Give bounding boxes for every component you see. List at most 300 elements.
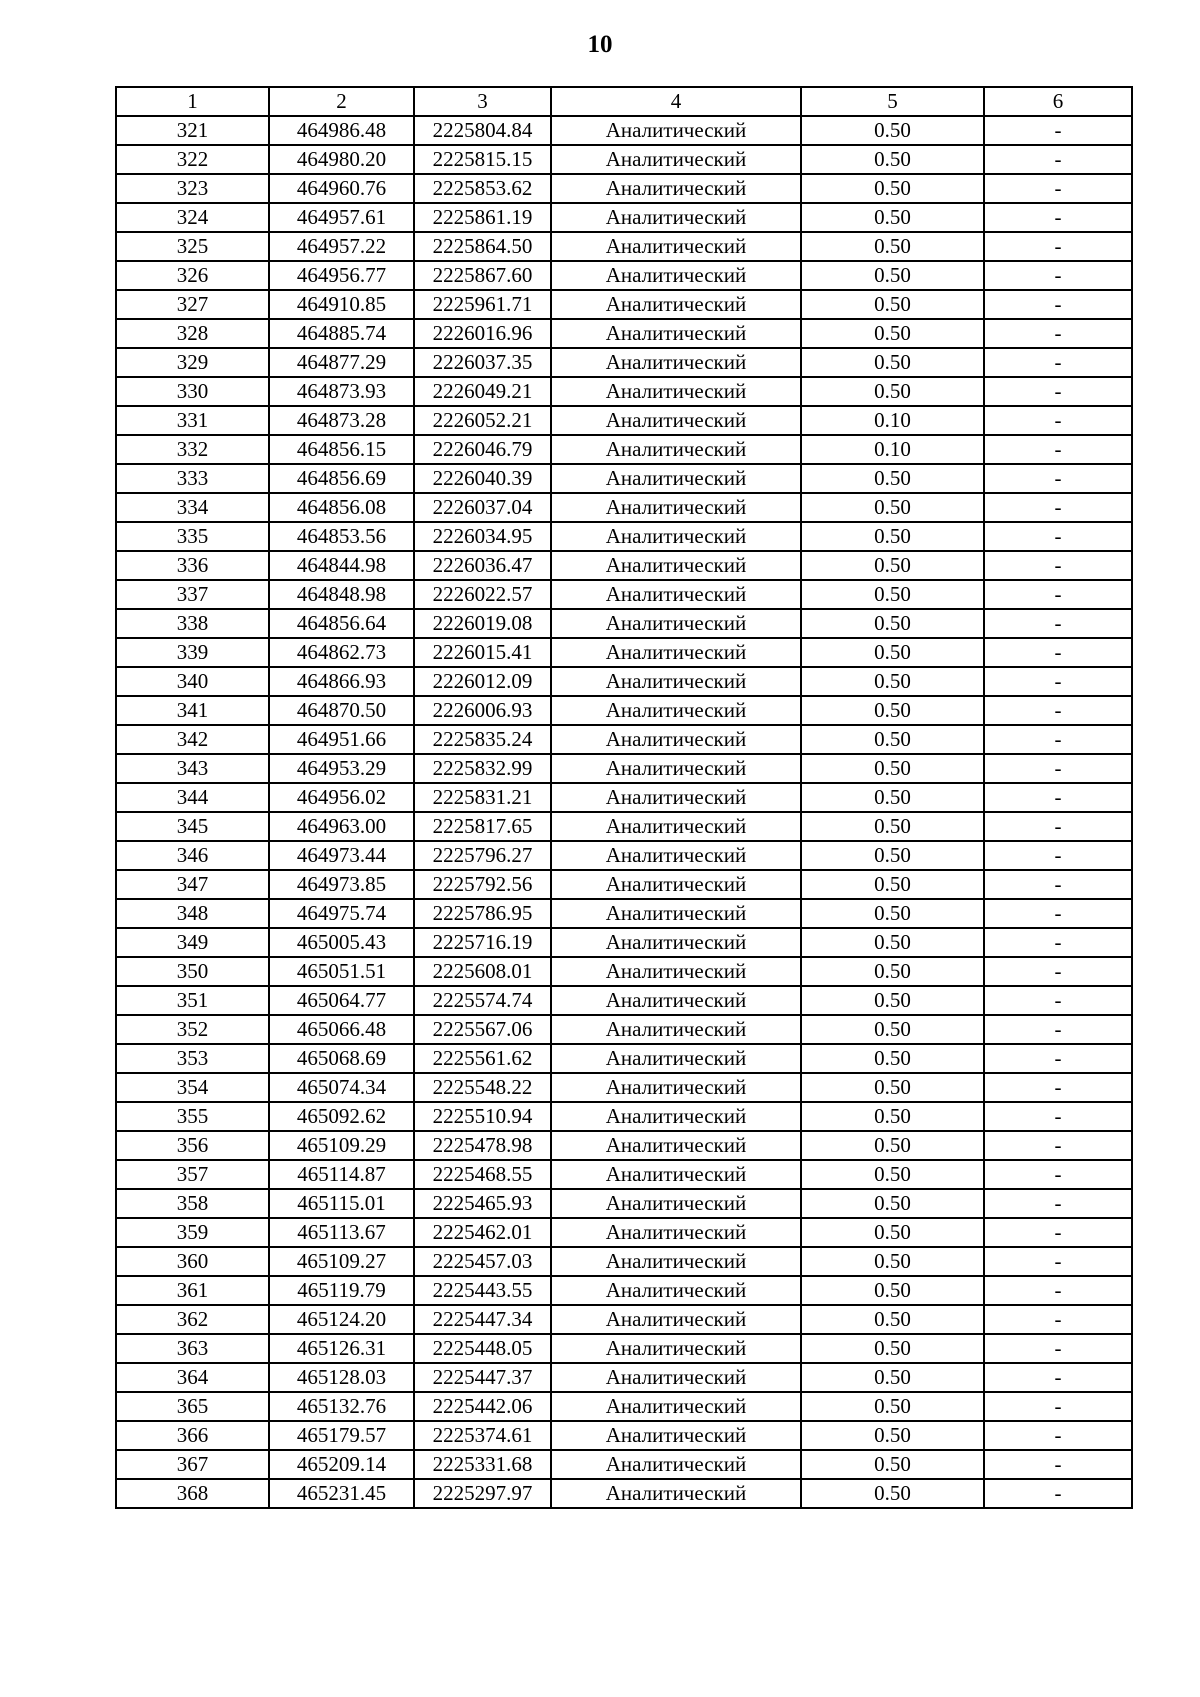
- table-row: [116, 870, 1132, 899]
- x-coordinate-cell: 464856.08: [269, 493, 414, 522]
- accuracy-cell: 0.50: [801, 870, 984, 899]
- note-cell: -: [984, 812, 1132, 841]
- x-coordinate-cell: 465066.48: [269, 1015, 414, 1044]
- note-cell: -: [984, 435, 1132, 464]
- point-number-cell: 343: [116, 754, 269, 783]
- x-coordinate-cell: 464963.00: [269, 812, 414, 841]
- point-number-cell: 329: [116, 348, 269, 377]
- method-cell: Аналитический: [551, 1131, 801, 1160]
- note-cell: -: [984, 580, 1132, 609]
- y-coordinate-cell: 2225457.03: [414, 1247, 551, 1276]
- point-number-cell: 351: [116, 986, 269, 1015]
- point-number-cell: 361: [116, 1276, 269, 1305]
- x-coordinate-cell: 465113.67: [269, 1218, 414, 1247]
- table-row: [116, 435, 1132, 464]
- x-coordinate-cell: 464956.02: [269, 783, 414, 812]
- y-coordinate-cell: 2225608.01: [414, 957, 551, 986]
- y-coordinate-cell: 2226015.41: [414, 638, 551, 667]
- point-number-cell: 363: [116, 1334, 269, 1363]
- note-cell: -: [984, 1392, 1132, 1421]
- point-number-cell: 330: [116, 377, 269, 406]
- point-number-cell: 344: [116, 783, 269, 812]
- x-coordinate-cell: 464980.20: [269, 145, 414, 174]
- table-row: [116, 406, 1132, 435]
- method-cell: Аналитический: [551, 812, 801, 841]
- table-row: [116, 609, 1132, 638]
- note-cell: -: [984, 377, 1132, 406]
- method-cell: Аналитический: [551, 116, 801, 145]
- method-cell: Аналитический: [551, 986, 801, 1015]
- x-coordinate-cell: 465005.43: [269, 928, 414, 957]
- accuracy-cell: 0.50: [801, 986, 984, 1015]
- point-number-cell: 338: [116, 609, 269, 638]
- note-cell: -: [984, 1479, 1132, 1508]
- table-row: [116, 812, 1132, 841]
- table-row: [116, 957, 1132, 986]
- note-cell: -: [984, 1044, 1132, 1073]
- accuracy-cell: 0.50: [801, 609, 984, 638]
- method-cell: Аналитический: [551, 493, 801, 522]
- point-number-cell: 325: [116, 232, 269, 261]
- table-row: [116, 580, 1132, 609]
- note-cell: -: [984, 406, 1132, 435]
- y-coordinate-cell: 2225853.62: [414, 174, 551, 203]
- x-coordinate-cell: 464844.98: [269, 551, 414, 580]
- y-coordinate-cell: 2225861.19: [414, 203, 551, 232]
- x-coordinate-cell: 465128.03: [269, 1363, 414, 1392]
- method-cell: Аналитический: [551, 1450, 801, 1479]
- accuracy-cell: 0.50: [801, 1160, 984, 1189]
- note-cell: -: [984, 609, 1132, 638]
- table-row: [116, 754, 1132, 783]
- y-coordinate-cell: 2226036.47: [414, 551, 551, 580]
- y-coordinate-cell: 2226006.93: [414, 696, 551, 725]
- point-number-cell: 323: [116, 174, 269, 203]
- note-cell: -: [984, 638, 1132, 667]
- x-coordinate-cell: 465064.77: [269, 986, 414, 1015]
- point-number-cell: 349: [116, 928, 269, 957]
- method-cell: Аналитический: [551, 870, 801, 899]
- x-coordinate-cell: 465092.62: [269, 1102, 414, 1131]
- y-coordinate-cell: 2226034.95: [414, 522, 551, 551]
- note-cell: -: [984, 1131, 1132, 1160]
- accuracy-cell: 0.50: [801, 1131, 984, 1160]
- point-number-cell: 359: [116, 1218, 269, 1247]
- table-row: [116, 319, 1132, 348]
- x-coordinate-cell: 464856.15: [269, 435, 414, 464]
- accuracy-cell: 0.50: [801, 1276, 984, 1305]
- y-coordinate-cell: 2226040.39: [414, 464, 551, 493]
- x-coordinate-cell: 465074.34: [269, 1073, 414, 1102]
- point-number-cell: 331: [116, 406, 269, 435]
- table-row: [116, 1044, 1132, 1073]
- x-coordinate-cell: 464853.56: [269, 522, 414, 551]
- column-header: 6: [984, 87, 1132, 116]
- table-row: [116, 899, 1132, 928]
- accuracy-cell: 0.50: [801, 348, 984, 377]
- note-cell: -: [984, 348, 1132, 377]
- table-row: [116, 1015, 1132, 1044]
- accuracy-cell: 0.10: [801, 435, 984, 464]
- note-cell: -: [984, 986, 1132, 1015]
- point-number-cell: 358: [116, 1189, 269, 1218]
- table-row: [116, 493, 1132, 522]
- accuracy-cell: 0.10: [801, 406, 984, 435]
- y-coordinate-cell: 2225716.19: [414, 928, 551, 957]
- table-row: [116, 1305, 1132, 1334]
- note-cell: -: [984, 1305, 1132, 1334]
- x-coordinate-cell: 464910.85: [269, 290, 414, 319]
- note-cell: -: [984, 1247, 1132, 1276]
- y-coordinate-cell: 2225448.05: [414, 1334, 551, 1363]
- x-coordinate-cell: 464956.77: [269, 261, 414, 290]
- point-number-cell: 341: [116, 696, 269, 725]
- method-cell: Аналитический: [551, 1363, 801, 1392]
- table-row: [116, 783, 1132, 812]
- note-cell: -: [984, 290, 1132, 319]
- x-coordinate-cell: 464986.48: [269, 116, 414, 145]
- method-cell: Аналитический: [551, 1247, 801, 1276]
- y-coordinate-cell: 2225465.93: [414, 1189, 551, 1218]
- note-cell: -: [984, 174, 1132, 203]
- method-cell: Аналитический: [551, 377, 801, 406]
- y-coordinate-cell: 2226022.57: [414, 580, 551, 609]
- x-coordinate-cell: 464953.29: [269, 754, 414, 783]
- point-number-cell: 352: [116, 1015, 269, 1044]
- accuracy-cell: 0.50: [801, 522, 984, 551]
- point-number-cell: 339: [116, 638, 269, 667]
- note-cell: -: [984, 232, 1132, 261]
- y-coordinate-cell: 2226037.04: [414, 493, 551, 522]
- column-header: 2: [269, 87, 414, 116]
- point-number-cell: 367: [116, 1450, 269, 1479]
- x-coordinate-cell: 465114.87: [269, 1160, 414, 1189]
- x-coordinate-cell: 464870.50: [269, 696, 414, 725]
- accuracy-cell: 0.50: [801, 1189, 984, 1218]
- point-number-cell: 362: [116, 1305, 269, 1334]
- header-row: [116, 87, 1132, 116]
- method-cell: Аналитический: [551, 348, 801, 377]
- column-header: 4: [551, 87, 801, 116]
- point-number-cell: 340: [116, 667, 269, 696]
- y-coordinate-cell: 2225792.56: [414, 870, 551, 899]
- accuracy-cell: 0.50: [801, 754, 984, 783]
- method-cell: Аналитический: [551, 1102, 801, 1131]
- accuracy-cell: 0.50: [801, 928, 984, 957]
- y-coordinate-cell: 2225447.37: [414, 1363, 551, 1392]
- method-cell: Аналитический: [551, 1276, 801, 1305]
- note-cell: -: [984, 1015, 1132, 1044]
- y-coordinate-cell: 2226046.79: [414, 435, 551, 464]
- x-coordinate-cell: 464866.93: [269, 667, 414, 696]
- note-cell: -: [984, 1334, 1132, 1363]
- accuracy-cell: 0.50: [801, 232, 984, 261]
- y-coordinate-cell: 2225786.95: [414, 899, 551, 928]
- y-coordinate-cell: 2225331.68: [414, 1450, 551, 1479]
- note-cell: -: [984, 1160, 1132, 1189]
- method-cell: Аналитический: [551, 783, 801, 812]
- accuracy-cell: 0.50: [801, 1334, 984, 1363]
- x-coordinate-cell: 465115.01: [269, 1189, 414, 1218]
- accuracy-cell: 0.50: [801, 203, 984, 232]
- accuracy-cell: 0.50: [801, 551, 984, 580]
- column-header: 5: [801, 87, 984, 116]
- y-coordinate-cell: 2225510.94: [414, 1102, 551, 1131]
- accuracy-cell: 0.50: [801, 377, 984, 406]
- accuracy-cell: 0.50: [801, 1015, 984, 1044]
- accuracy-cell: 0.50: [801, 145, 984, 174]
- y-coordinate-cell: 2226019.08: [414, 609, 551, 638]
- note-cell: -: [984, 551, 1132, 580]
- y-coordinate-cell: 2225574.74: [414, 986, 551, 1015]
- table-row: [116, 377, 1132, 406]
- note-cell: -: [984, 754, 1132, 783]
- x-coordinate-cell: 464885.74: [269, 319, 414, 348]
- note-cell: -: [984, 870, 1132, 899]
- note-cell: -: [984, 725, 1132, 754]
- column-header: 3: [414, 87, 551, 116]
- method-cell: Аналитический: [551, 1334, 801, 1363]
- point-number-cell: 366: [116, 1421, 269, 1450]
- note-cell: -: [984, 696, 1132, 725]
- method-cell: Аналитический: [551, 522, 801, 551]
- note-cell: -: [984, 1073, 1132, 1102]
- point-number-cell: 333: [116, 464, 269, 493]
- point-number-cell: 360: [116, 1247, 269, 1276]
- point-number-cell: 324: [116, 203, 269, 232]
- note-cell: -: [984, 667, 1132, 696]
- note-cell: -: [984, 145, 1132, 174]
- table-row: [116, 145, 1132, 174]
- method-cell: Аналитический: [551, 609, 801, 638]
- point-number-cell: 334: [116, 493, 269, 522]
- x-coordinate-cell: 464973.44: [269, 841, 414, 870]
- x-coordinate-cell: 464957.61: [269, 203, 414, 232]
- method-cell: Аналитический: [551, 696, 801, 725]
- table-row: [116, 348, 1132, 377]
- method-cell: Аналитический: [551, 1421, 801, 1450]
- x-coordinate-cell: 465179.57: [269, 1421, 414, 1450]
- accuracy-cell: 0.50: [801, 638, 984, 667]
- table-row: [116, 1421, 1132, 1450]
- method-cell: Аналитический: [551, 580, 801, 609]
- note-cell: -: [984, 783, 1132, 812]
- method-cell: Аналитический: [551, 957, 801, 986]
- x-coordinate-cell: 464856.69: [269, 464, 414, 493]
- point-number-cell: 335: [116, 522, 269, 551]
- y-coordinate-cell: 2225817.65: [414, 812, 551, 841]
- table-row: [116, 174, 1132, 203]
- table-row: [116, 1131, 1132, 1160]
- table-row: [116, 696, 1132, 725]
- accuracy-cell: 0.50: [801, 899, 984, 928]
- method-cell: Аналитический: [551, 551, 801, 580]
- note-cell: -: [984, 1189, 1132, 1218]
- accuracy-cell: 0.50: [801, 957, 984, 986]
- x-coordinate-cell: 464856.64: [269, 609, 414, 638]
- accuracy-cell: 0.50: [801, 1363, 984, 1392]
- point-number-cell: 353: [116, 1044, 269, 1073]
- accuracy-cell: 0.50: [801, 841, 984, 870]
- method-cell: Аналитический: [551, 1044, 801, 1073]
- accuracy-cell: 0.50: [801, 261, 984, 290]
- method-cell: Аналитический: [551, 1189, 801, 1218]
- note-cell: -: [984, 319, 1132, 348]
- note-cell: -: [984, 957, 1132, 986]
- x-coordinate-cell: 464957.22: [269, 232, 414, 261]
- accuracy-cell: 0.50: [801, 464, 984, 493]
- method-cell: Аналитический: [551, 899, 801, 928]
- method-cell: Аналитический: [551, 1479, 801, 1508]
- y-coordinate-cell: 2225468.55: [414, 1160, 551, 1189]
- x-coordinate-cell: 464973.85: [269, 870, 414, 899]
- accuracy-cell: 0.50: [801, 1247, 984, 1276]
- point-number-cell: 328: [116, 319, 269, 348]
- note-cell: -: [984, 203, 1132, 232]
- note-cell: -: [984, 261, 1132, 290]
- x-coordinate-cell: 464862.73: [269, 638, 414, 667]
- accuracy-cell: 0.50: [801, 812, 984, 841]
- method-cell: Аналитический: [551, 203, 801, 232]
- accuracy-cell: 0.50: [801, 493, 984, 522]
- table-row: [116, 464, 1132, 493]
- point-number-cell: 345: [116, 812, 269, 841]
- x-coordinate-cell: 465124.20: [269, 1305, 414, 1334]
- table-row: [116, 1276, 1132, 1305]
- note-cell: -: [984, 928, 1132, 957]
- table-row: [116, 1160, 1132, 1189]
- accuracy-cell: 0.50: [801, 319, 984, 348]
- point-number-cell: 327: [116, 290, 269, 319]
- y-coordinate-cell: 2226016.96: [414, 319, 551, 348]
- accuracy-cell: 0.50: [801, 1102, 984, 1131]
- accuracy-cell: 0.50: [801, 1421, 984, 1450]
- y-coordinate-cell: 2226049.21: [414, 377, 551, 406]
- method-cell: Аналитический: [551, 1160, 801, 1189]
- method-cell: Аналитический: [551, 754, 801, 783]
- x-coordinate-cell: 464960.76: [269, 174, 414, 203]
- method-cell: Аналитический: [551, 725, 801, 754]
- x-coordinate-cell: 464975.74: [269, 899, 414, 928]
- x-coordinate-cell: 464848.98: [269, 580, 414, 609]
- table-row: [116, 1450, 1132, 1479]
- y-coordinate-cell: 2225796.27: [414, 841, 551, 870]
- x-coordinate-cell: 464951.66: [269, 725, 414, 754]
- accuracy-cell: 0.50: [801, 696, 984, 725]
- y-coordinate-cell: 2225864.50: [414, 232, 551, 261]
- x-coordinate-cell: 465119.79: [269, 1276, 414, 1305]
- point-number-cell: 347: [116, 870, 269, 899]
- y-coordinate-cell: 2225443.55: [414, 1276, 551, 1305]
- note-cell: -: [984, 464, 1132, 493]
- table-row: [116, 261, 1132, 290]
- method-cell: Аналитический: [551, 232, 801, 261]
- y-coordinate-cell: 2225831.21: [414, 783, 551, 812]
- point-number-cell: 357: [116, 1160, 269, 1189]
- y-coordinate-cell: 2225561.62: [414, 1044, 551, 1073]
- table-row: [116, 667, 1132, 696]
- accuracy-cell: 0.50: [801, 290, 984, 319]
- table-row: [116, 116, 1132, 145]
- table-row: [116, 1189, 1132, 1218]
- note-cell: -: [984, 116, 1132, 145]
- accuracy-cell: 0.50: [801, 1305, 984, 1334]
- y-coordinate-cell: 2225548.22: [414, 1073, 551, 1102]
- note-cell: -: [984, 1421, 1132, 1450]
- y-coordinate-cell: 2225478.98: [414, 1131, 551, 1160]
- table-row: [116, 1218, 1132, 1247]
- note-cell: -: [984, 899, 1132, 928]
- table-body: [116, 116, 1132, 1508]
- point-number-cell: 348: [116, 899, 269, 928]
- point-number-cell: 322: [116, 145, 269, 174]
- note-cell: -: [984, 1363, 1132, 1392]
- method-cell: Аналитический: [551, 1015, 801, 1044]
- x-coordinate-cell: 465209.14: [269, 1450, 414, 1479]
- point-number-cell: 326: [116, 261, 269, 290]
- method-cell: Аналитический: [551, 261, 801, 290]
- table-row: [116, 1334, 1132, 1363]
- note-cell: -: [984, 1450, 1132, 1479]
- method-cell: Аналитический: [551, 290, 801, 319]
- method-cell: Аналитический: [551, 841, 801, 870]
- y-coordinate-cell: 2225961.71: [414, 290, 551, 319]
- accuracy-cell: 0.50: [801, 116, 984, 145]
- page-number: 10: [587, 31, 613, 58]
- y-coordinate-cell: 2226037.35: [414, 348, 551, 377]
- y-coordinate-cell: 2225567.06: [414, 1015, 551, 1044]
- method-cell: Аналитический: [551, 1073, 801, 1102]
- y-coordinate-cell: 2225447.34: [414, 1305, 551, 1334]
- x-coordinate-cell: 465132.76: [269, 1392, 414, 1421]
- point-number-cell: 368: [116, 1479, 269, 1508]
- point-number-cell: 321: [116, 116, 269, 145]
- y-coordinate-cell: 2226052.21: [414, 406, 551, 435]
- accuracy-cell: 0.50: [801, 1392, 984, 1421]
- point-number-cell: 356: [116, 1131, 269, 1160]
- y-coordinate-cell: 2225297.97: [414, 1479, 551, 1508]
- table-row: [116, 1102, 1132, 1131]
- point-number-cell: 336: [116, 551, 269, 580]
- point-number-cell: 350: [116, 957, 269, 986]
- table-row: [116, 725, 1132, 754]
- accuracy-cell: 0.50: [801, 783, 984, 812]
- y-coordinate-cell: 2225442.06: [414, 1392, 551, 1421]
- x-coordinate-cell: 464873.93: [269, 377, 414, 406]
- method-cell: Аналитический: [551, 1305, 801, 1334]
- table-row: [116, 232, 1132, 261]
- method-cell: Аналитический: [551, 928, 801, 957]
- accuracy-cell: 0.50: [801, 1044, 984, 1073]
- y-coordinate-cell: 2225374.61: [414, 1421, 551, 1450]
- point-number-cell: 337: [116, 580, 269, 609]
- method-cell: Аналитический: [551, 319, 801, 348]
- table-row: [116, 928, 1132, 957]
- point-number-cell: 346: [116, 841, 269, 870]
- column-header: 1: [116, 87, 269, 116]
- accuracy-cell: 0.50: [801, 174, 984, 203]
- y-coordinate-cell: 2225815.15: [414, 145, 551, 174]
- table-row: [116, 986, 1132, 1015]
- y-coordinate-cell: 2225835.24: [414, 725, 551, 754]
- note-cell: -: [984, 493, 1132, 522]
- accuracy-cell: 0.50: [801, 580, 984, 609]
- accuracy-cell: 0.50: [801, 667, 984, 696]
- note-cell: -: [984, 841, 1132, 870]
- table-row: [116, 551, 1132, 580]
- x-coordinate-cell: 465068.69: [269, 1044, 414, 1073]
- table-row: [116, 841, 1132, 870]
